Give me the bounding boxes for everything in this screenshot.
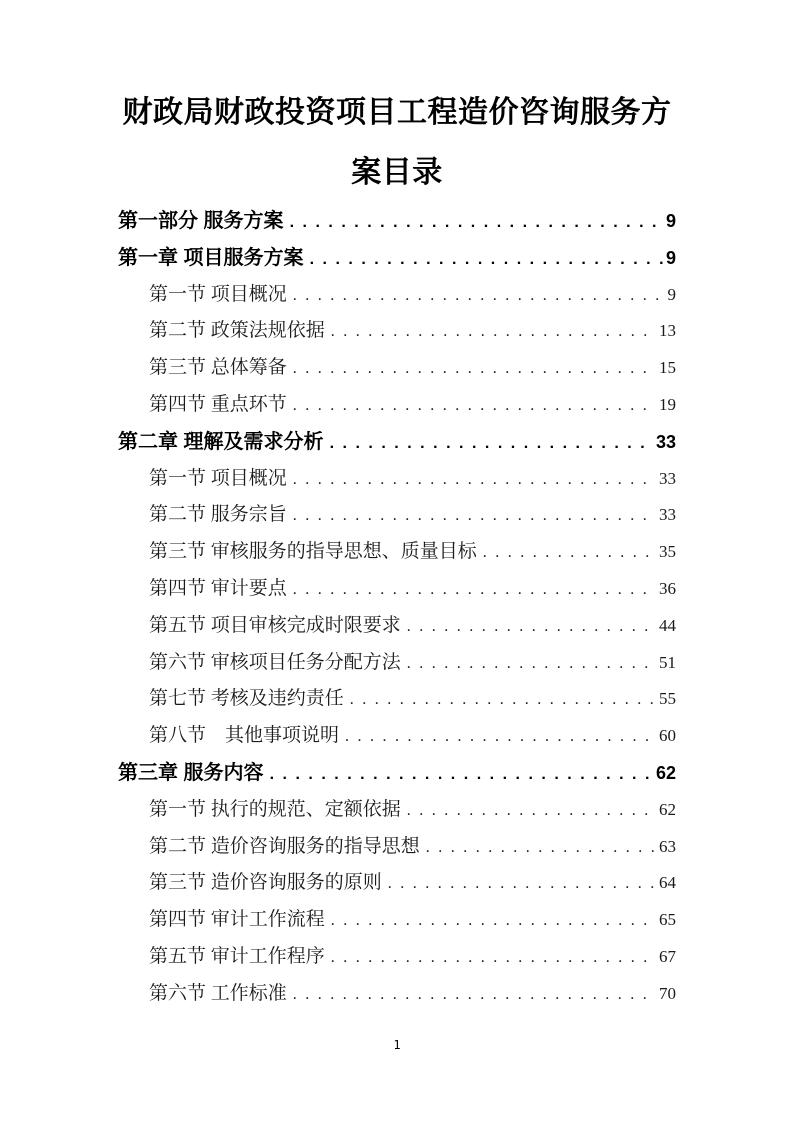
toc-leader-dots (287, 572, 656, 609)
toc-entry (118, 939, 676, 976)
toc-entry-page: 44 (659, 615, 676, 635)
toc-entry-page: 33 (655, 431, 676, 452)
toc-entry-page: 9 (667, 284, 676, 304)
toc-entry-page: 67 (659, 946, 676, 966)
toc-entry-page: 9 (665, 211, 676, 231)
toc-entry-page: 33 (659, 505, 676, 525)
toc-entry-label: 第四节 重点环节 (149, 393, 287, 415)
toc-leader-dots (325, 903, 656, 940)
toc-entry (118, 865, 676, 902)
toc-entry (118, 497, 676, 534)
toc-entry-page: 36 (659, 578, 676, 598)
toc-entry-label: 第五节 审计工作程序 (149, 945, 325, 967)
toc-entry-label: 第二节 造价咨询服务的指导思想 (149, 835, 420, 857)
toc-entry (118, 792, 676, 829)
toc-entry-label: 第三节 审核服务的指导思想、质量目标 (149, 541, 477, 563)
toc-entry-label: 第四节 审计工作流程 (149, 909, 325, 931)
toc-entry (118, 313, 676, 350)
toc-entry (118, 718, 676, 755)
toc-entry-label: 第一部分 服务方案 (118, 210, 284, 232)
toc-entry-page: 19 (659, 394, 676, 414)
toc-entry-page: 62 (655, 762, 676, 783)
toc-entry (118, 902, 676, 939)
table-of-contents (118, 203, 676, 1013)
toc-entry (118, 203, 676, 240)
toc-leader-dots (264, 757, 653, 794)
toc-leader-dots (325, 940, 656, 977)
toc-leader-dots (287, 977, 656, 1014)
toc-leader-dots (284, 205, 663, 242)
toc-entry (118, 277, 676, 314)
toc-entry-page: 63 (659, 836, 676, 856)
toc-leader-dots (344, 682, 656, 719)
toc-leader-dots (304, 242, 663, 279)
toc-entry-page: 70 (659, 983, 676, 1003)
page-number: 1 (393, 1038, 401, 1052)
toc-leader-dots (287, 278, 665, 315)
toc-entry-label: 第二章 理解及需求分析 (118, 430, 324, 453)
toc-entry (118, 461, 676, 498)
toc-leader-dots (287, 498, 656, 535)
toc-entry-label: 第三节 造价咨询服务的原则 (149, 872, 382, 894)
toc-entry (118, 424, 676, 461)
toc-entry-label: 第一节 执行的规范、定额依据 (149, 798, 401, 820)
toc-entry (118, 829, 676, 866)
toc-leader-dots (339, 719, 656, 756)
toc-entry-label: 第四节 审计要点 (149, 577, 287, 599)
toc-entry-label: 第三章 服务内容 (118, 761, 264, 784)
toc-entry-label: 第三节 总体筹备 (149, 357, 287, 379)
toc-entry-page: 51 (659, 652, 676, 672)
document-title-line2: 案目录 (351, 156, 443, 189)
toc-leader-dots (477, 535, 656, 572)
toc-leader-dots (324, 426, 653, 463)
toc-leader-dots (401, 793, 656, 830)
toc-entry-label: 第七节 考核及违约责任 (149, 688, 344, 710)
toc-entry (118, 645, 676, 682)
toc-entry-page: 35 (659, 542, 676, 562)
toc-leader-dots (401, 609, 656, 646)
toc-entry (118, 571, 676, 608)
toc-entry-page: 65 (659, 910, 676, 930)
toc-entry-page: 55 (659, 689, 676, 709)
toc-entry-page: 33 (659, 468, 676, 488)
toc-entry (118, 534, 676, 571)
toc-entry-page: 64 (659, 873, 676, 893)
toc-entry-label: 第六节 审核项目任务分配方法 (149, 651, 401, 673)
document-title-line1: 财政局财政投资项目工程造价咨询服务方 (122, 96, 672, 129)
toc-entry (118, 681, 676, 718)
toc-leader-dots (401, 646, 656, 683)
toc-entry (118, 240, 676, 277)
toc-leader-dots (420, 830, 656, 867)
toc-entry-page: 9 (665, 247, 676, 268)
toc-leader-dots (287, 388, 656, 425)
toc-entry-label: 第一节 项目概况 (149, 467, 287, 489)
toc-entry-label: 第二节 服务宗旨 (149, 504, 287, 526)
toc-entry-page: 60 (659, 726, 676, 746)
toc-entry (118, 350, 676, 387)
toc-entry-label: 第一节 项目概况 (149, 283, 287, 305)
toc-entry (118, 608, 676, 645)
toc-entry-page: 15 (659, 358, 676, 378)
toc-entry (118, 976, 676, 1013)
toc-entry-page: 62 (659, 799, 676, 819)
toc-entry-label: 第一章 项目服务方案 (118, 246, 304, 269)
toc-entry-label: 第五节 项目审核完成时限要求 (149, 614, 401, 636)
toc-entry-label: 第八节 其他事项说明 (149, 725, 340, 747)
toc-leader-dots (287, 351, 656, 388)
document-title (0, 0, 794, 203)
toc-entry (118, 755, 676, 792)
toc-entry-label: 第二节 政策法规依据 (149, 320, 325, 342)
toc-leader-dots (382, 866, 656, 903)
toc-entry-page: 13 (659, 321, 676, 341)
toc-leader-dots (287, 462, 656, 499)
toc-entry (118, 387, 676, 424)
toc-leader-dots (325, 314, 656, 351)
toc-entry-label: 第六节 工作标准 (149, 982, 287, 1004)
